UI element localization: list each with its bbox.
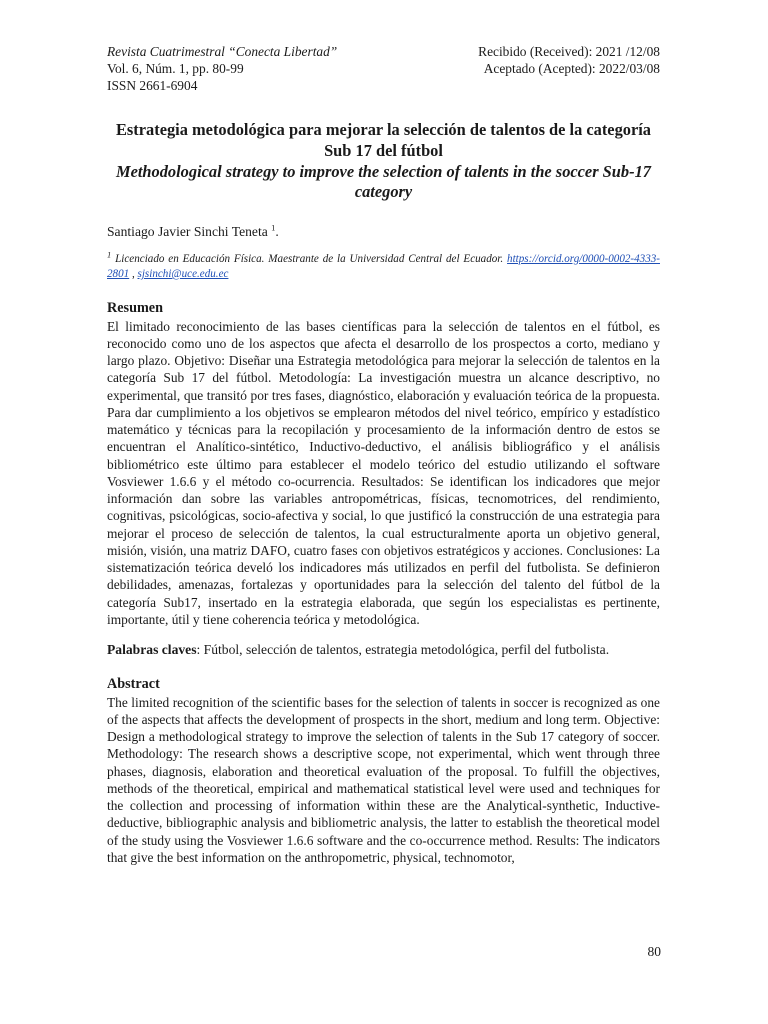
- resumen-body: El limitado reconocimiento de las bases científicas para la selección de talentos en el fútbol, es reconocido como uno de los aspectos que afecta el desarrollo de los prospectos a corto, mediano y largo plazo. Objetivo: Diseñar una Estrategia metodológica para mejorar la selección de talentos en la categoría Sub 17 del fútbol. Metodología: La investigación muestra un alcance descriptivo, no experimental, que transitó por tres fases, diagnóstico, elaboración y evaluación teórica de la propuesta. Para dar cumplimiento a los objetivos se emplearon métodos del nivel teórico, empírico y estadístico matemático y técnicas para la recopilación y procesamiento de la información dentro de estos se encuentran el Analítico-sintético, Inductivo-deductivo, el análisis bibliográfico y el análisis bibliométrico este último para establecer el modelo teórico del estudio utilizando el software Vosviewer 1.6.6 y el método co-ocurrencia. Resultados: Se identifican los indicadores que mejor información dan sobre las variables antropométricas, físicas, tecnomotrices, del rendimiento, cognitivas, psicológicas, socio-afectiva y social, lo que justificó la construcción de una estrategia para mejorar el proceso de selección de talentos, la cual estructuralmente aporta un objetivo general, misión, visión, una matriz DAFO, cuatro fases con objetivos estratégicos y acciones. Conclusiones: La sistematización teórica develó los indicadores más utilizados en perfil del futbolista. Se definieron debilidades, amenazas, fortalezas y oportunidades para la selección del talento del fútbol de la categoría Sub17, insertado en la estrategia elaborada, que según los especialistas es pertinente, importante, útil y tiene coherencia teórica y metodológica.: [107, 318, 660, 627]
- affiliation-note: [107, 249, 660, 282]
- accepted-date: Aceptado (Acepted): 2022/03/08: [483, 60, 660, 76]
- page-number: 80: [647, 944, 661, 959]
- affiliation-separator: ,: [129, 267, 138, 280]
- keywords-line: [107, 641, 660, 658]
- paper-page: [107, 44, 660, 866]
- author-name: Santiago Javier Sinchi Teneta: [107, 223, 268, 239]
- abstract-heading: Abstract: [107, 676, 160, 693]
- keywords-text: : Fútbol, selección de talentos, estrategia metodológica, perfil del futbolista.: [196, 642, 610, 658]
- volume-info: Vol. 6, Núm. 1, pp. 80-99: [107, 60, 244, 76]
- page-header: [107, 44, 660, 94]
- received-date: Recibido (Received): 2021 /12/08: [478, 44, 660, 59]
- email-link[interactable]: sjsinchi@uce.edu.ec: [137, 267, 229, 280]
- abstract-body: The limited recognition of the scientific bases for the selection of talents in soccer is recognized as one of the aspects that affects the development of prospects in the short, medium and long term. Objective: Design a methodological strategy to improve the selection of talents in the Sub 17 category of soccer. Methodology: The research shows a descriptive scope, not experimental, which went through three phases, diagnosis, elaboration and theoretical evaluation of the proposal. To fulfill the objectives, methods of the theoretical, empirical and mathematical statistical level were used and techniques for the collection and processing of information within these are the Analytical-synthetic, Inductive-deductive, bibliographic analysis and bibliometric analysis, the latter to establish the theoretical model of the study using the Vosviewer 1.6.6 software and the co-occurrence method. Results: The indicators that give the best information on the anthropometric, physical, technomotor,: [107, 694, 660, 865]
- title-spanish: Estrategia metodológica para mejorar la selección de talentos de la categoría Sub 17 del fútbol: [116, 120, 651, 160]
- title-block: [107, 120, 660, 202]
- author-line: [107, 223, 660, 240]
- affiliation-sup: 1: [107, 249, 112, 260]
- journal-info: [107, 44, 337, 94]
- title-english: Methodological strategy to improve the selection of talents in the soccer Sub-17 category: [116, 161, 651, 202]
- resumen-heading: Resumen: [107, 300, 163, 317]
- journal-name: Revista Cuatrimestral “Conecta Libertad”: [107, 44, 338, 59]
- affiliation-text: Licenciado en Educación Física. Maestrante de la Universidad Central del Ecuador.: [111, 252, 508, 265]
- author-suffix: .: [275, 223, 279, 239]
- issn: ISSN 2661-6904: [107, 77, 198, 93]
- orcid-link[interactable]: https://orcid.org/0000-0002-4333-2801: [107, 252, 660, 280]
- keywords-label: Palabras claves: [107, 642, 197, 658]
- author-sup: 1: [271, 222, 276, 233]
- dates-info: [478, 44, 660, 94]
